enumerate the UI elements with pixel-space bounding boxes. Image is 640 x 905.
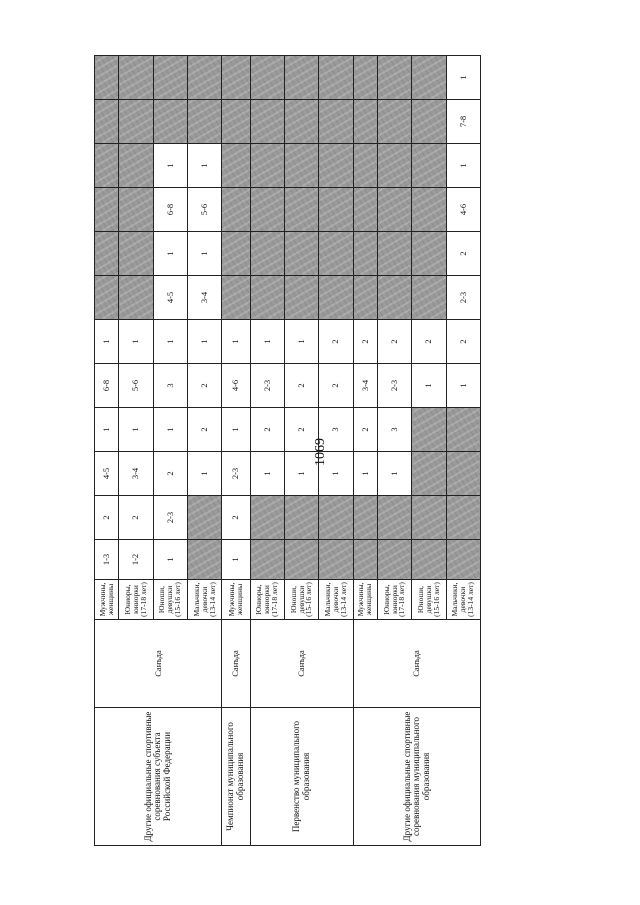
value-cell [319, 56, 353, 100]
value-cell [187, 540, 221, 580]
value-cell [412, 188, 446, 232]
value-cell: 4-5 [153, 276, 187, 320]
value-cell: 1 [446, 56, 480, 100]
competition-cell: Чемпионат муниципального образования [222, 708, 250, 846]
value-cell: 1 [153, 408, 187, 452]
value-cell: 3 [377, 408, 411, 452]
value-cell: 3-4 [353, 364, 377, 408]
value-cell [353, 144, 377, 188]
value-cell [222, 144, 250, 188]
value-cell: 2 [153, 452, 187, 496]
page-number-text: 1069 [313, 438, 328, 466]
value-cell: 6-8 [95, 364, 119, 408]
category-cell: Юниоры, юниорки (17-18 лет) [119, 580, 153, 620]
value-cell: 2-3 [250, 364, 284, 408]
category-cell: Юниоры, юниорки (17-18 лет) [250, 580, 284, 620]
value-cell [284, 188, 318, 232]
value-cell [284, 540, 318, 580]
value-cell: 4-5 [95, 452, 119, 496]
value-cell: 1 [284, 452, 318, 496]
value-cell: 1 [187, 232, 221, 276]
sport-cell: Санъда [95, 620, 222, 708]
value-cell [319, 496, 353, 540]
rotated-table-wrapper [94, 60, 481, 846]
value-cell: 1 [222, 320, 250, 364]
value-cell: 2-3 [153, 496, 187, 540]
value-cell: 2 [353, 408, 377, 452]
value-cell [250, 232, 284, 276]
value-cell [377, 188, 411, 232]
value-cell [153, 100, 187, 144]
value-cell [119, 276, 153, 320]
value-cell [187, 496, 221, 540]
value-cell [153, 56, 187, 100]
value-cell: 2 [319, 320, 353, 364]
value-cell [250, 276, 284, 320]
table-row [95, 56, 119, 846]
value-cell [377, 100, 411, 144]
value-cell [377, 144, 411, 188]
value-cell [412, 540, 446, 580]
value-cell [446, 408, 480, 452]
value-cell: 2 [353, 320, 377, 364]
value-cell: 2 [377, 320, 411, 364]
value-cell [187, 100, 221, 144]
value-cell: 2-3 [377, 364, 411, 408]
value-cell [250, 144, 284, 188]
category-cell: Мальчики, девочки (13-14 лет) [187, 580, 221, 620]
value-cell [446, 452, 480, 496]
value-cell [95, 188, 119, 232]
value-cell [377, 232, 411, 276]
value-cell: 1 [153, 144, 187, 188]
value-cell [412, 232, 446, 276]
value-cell: 1 [222, 540, 250, 580]
value-cell [119, 188, 153, 232]
value-cell [377, 56, 411, 100]
value-cell [119, 232, 153, 276]
table-row [222, 56, 250, 846]
value-cell: 2 [95, 496, 119, 540]
table-row [250, 56, 284, 846]
value-cell: 1 [119, 320, 153, 364]
value-cell [353, 100, 377, 144]
value-cell: 1 [250, 320, 284, 364]
value-cell [250, 100, 284, 144]
value-cell: 1-2 [119, 540, 153, 580]
value-cell [377, 540, 411, 580]
value-cell [95, 56, 119, 100]
category-cell: Мужчины, женщины [95, 580, 119, 620]
value-cell [119, 144, 153, 188]
value-cell: 1 [377, 452, 411, 496]
sport-cell: Санъда [353, 620, 480, 708]
value-cell: 1 [353, 452, 377, 496]
category-cell: Мальчики, девочки (13-14 лет) [319, 580, 353, 620]
value-cell [187, 56, 221, 100]
value-cell [412, 144, 446, 188]
value-cell: 1-3 [95, 540, 119, 580]
value-cell [250, 496, 284, 540]
value-cell: 3-4 [187, 276, 221, 320]
value-cell: 2 [187, 408, 221, 452]
value-cell: 2 [284, 364, 318, 408]
value-cell: 1 [187, 320, 221, 364]
value-cell [284, 56, 318, 100]
category-cell: Юниоры, юниорки (17-18 лет) [377, 580, 411, 620]
value-cell: 2 [319, 364, 353, 408]
value-cell [412, 276, 446, 320]
value-cell [353, 276, 377, 320]
value-cell [119, 100, 153, 144]
value-cell: 1 [284, 320, 318, 364]
value-cell: 3 [153, 364, 187, 408]
value-cell [353, 188, 377, 232]
value-cell: 1 [222, 408, 250, 452]
value-cell: 2-3 [222, 452, 250, 496]
value-cell [377, 276, 411, 320]
value-cell [412, 408, 446, 452]
value-cell: 2 [250, 408, 284, 452]
value-cell: 1 [95, 408, 119, 452]
value-cell: 1 [446, 144, 480, 188]
value-cell [284, 144, 318, 188]
value-cell [319, 276, 353, 320]
value-cell [446, 496, 480, 540]
value-cell: 1 [153, 540, 187, 580]
sport-cell: Санъда [222, 620, 250, 708]
sport-cell: Санъда [250, 620, 353, 708]
value-cell [284, 496, 318, 540]
value-cell [319, 540, 353, 580]
value-cell [319, 144, 353, 188]
value-cell [250, 540, 284, 580]
value-cell: 2 [446, 232, 480, 276]
value-cell [95, 144, 119, 188]
value-cell: 7-8 [446, 100, 480, 144]
value-cell: 1 [119, 408, 153, 452]
value-cell: 5-6 [187, 188, 221, 232]
value-cell [353, 540, 377, 580]
value-cell [353, 56, 377, 100]
value-cell [319, 232, 353, 276]
value-cell [284, 276, 318, 320]
value-cell: 3-4 [119, 452, 153, 496]
category-cell: Юноши, девушки (15-16 лет) [412, 580, 446, 620]
value-cell [119, 56, 153, 100]
value-cell: 2 [187, 364, 221, 408]
value-cell [412, 100, 446, 144]
value-cell: 3 [319, 408, 353, 452]
value-cell [284, 232, 318, 276]
value-cell: 1 [187, 452, 221, 496]
competition-cell: Другие официальные спортивные соревнования субъекта Российской Федерации [95, 708, 222, 846]
value-cell [319, 188, 353, 232]
value-cell: 5-6 [119, 364, 153, 408]
value-cell [412, 452, 446, 496]
value-cell [377, 496, 411, 540]
value-cell: 1 [187, 144, 221, 188]
value-cell: 2-3 [446, 276, 480, 320]
value-cell [95, 100, 119, 144]
value-cell [412, 496, 446, 540]
value-cell [353, 496, 377, 540]
value-cell: 1 [153, 320, 187, 364]
value-cell [222, 232, 250, 276]
value-cell: 1 [153, 232, 187, 276]
value-cell: 2 [412, 320, 446, 364]
value-cell [284, 100, 318, 144]
competition-cell: Первенство муниципального образования [250, 708, 353, 846]
value-cell: 1 [412, 364, 446, 408]
value-cell [412, 56, 446, 100]
value-cell [250, 56, 284, 100]
value-cell: 2 [284, 408, 318, 452]
value-cell: 1 [446, 364, 480, 408]
category-cell: Мужчины, женщины [222, 580, 250, 620]
category-cell: Юноши, девушки (15-16 лет) [284, 580, 318, 620]
competition-cell: Другие официальные спортивные соревнования муниципального образования [353, 708, 480, 846]
value-cell [95, 276, 119, 320]
value-cell: 4-6 [222, 364, 250, 408]
value-cell: 1 [95, 320, 119, 364]
value-cell [353, 232, 377, 276]
value-cell: 1 [319, 452, 353, 496]
value-cell [222, 56, 250, 100]
category-cell: Юноши, девушки (15-16 лет) [153, 580, 187, 620]
category-cell: Мальчики, девочки (13-14 лет) [446, 580, 480, 620]
table-body [95, 56, 481, 846]
value-cell [250, 188, 284, 232]
value-cell: 2 [446, 320, 480, 364]
value-cell [222, 100, 250, 144]
classification-table [94, 55, 481, 846]
value-cell: 1 [250, 452, 284, 496]
value-cell: 4-6 [446, 188, 480, 232]
value-cell [446, 540, 480, 580]
value-cell [222, 276, 250, 320]
value-cell: 2 [119, 496, 153, 540]
value-cell [319, 100, 353, 144]
category-cell: Мужчины, женщины [353, 580, 377, 620]
table-row [353, 56, 377, 846]
value-cell: 6-8 [153, 188, 187, 232]
value-cell [222, 188, 250, 232]
value-cell: 2 [222, 496, 250, 540]
value-cell [95, 232, 119, 276]
